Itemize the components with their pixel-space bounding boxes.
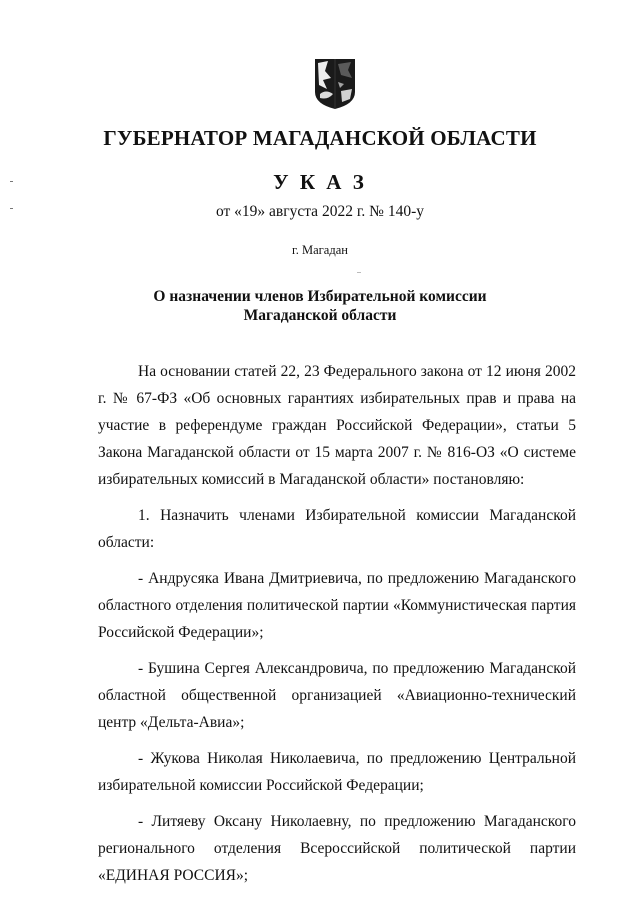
appointee-item: - Бушина Сергея Александровича, по предложению Магаданской областной общественной организацией «Авиационно-технический центр «Дельта-Авиа»; xyxy=(98,660,576,731)
document-subject xyxy=(0,287,640,325)
document-body xyxy=(98,358,576,889)
subject-line: О назначении членов Избирательной комиссии xyxy=(153,288,487,305)
issue-city: г. Магадан xyxy=(292,243,348,257)
date-and-number: от «19» августа 2022 г. № 140-у xyxy=(215,203,425,220)
coat-of-arms-icon xyxy=(314,58,356,110)
appointee-item: - Жукова Николая Николаевича, по предложению Центральной избирательной комиссии Российской Федерации; xyxy=(98,750,576,794)
appointee-item: - Андрусяка Ивана Дмитриевича, по предложению Магаданского областного отделения политической партии «Коммунистическая партия Российской Федерации»; xyxy=(98,570,576,641)
issuer-title: ГУБЕРНАТОР МАГАДАНСКОЙ ОБЛАСТИ xyxy=(103,126,537,150)
scan-mark xyxy=(357,272,361,273)
appointee-item: - Литяеву Оксану Николаевну, по предложению Магаданского регионального отделения Всероссийской политической партии «ЕДИНАЯ РОССИЯ»; xyxy=(98,813,576,884)
point-1-paragraph: 1. Назначить членами Избирательной комиссии Магаданской области: xyxy=(98,507,576,551)
preamble-paragraph: На основании статей 22, 23 Федерального закона от 12 июня 2002 г. № 67-ФЗ «Об основных гарантиях избирательных прав и права на участие в референдуме граждан Российской Федерации», статьи 5 Закона Магаданской области от 15 марта 2007 г. № 816-ОЗ «О системе избирательных комиссий в Магаданской области» постановляю: xyxy=(98,363,576,488)
subject-line: Магаданской области xyxy=(243,307,397,324)
document-type: У К А З xyxy=(273,170,367,194)
